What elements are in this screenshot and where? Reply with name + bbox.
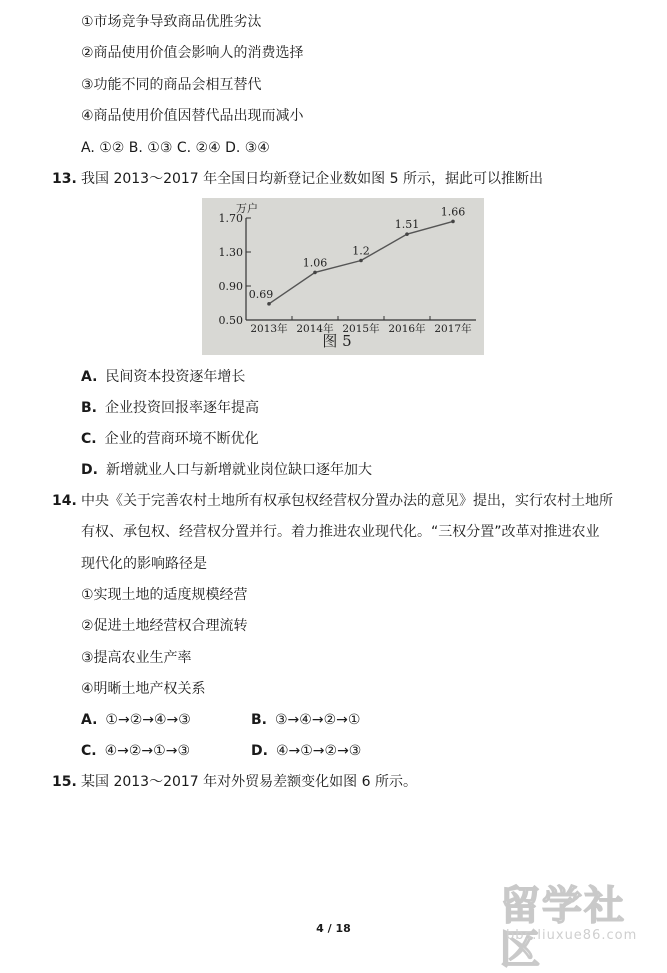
option-letter: D.	[81, 462, 98, 478]
y-tick-label: 0.50	[218, 314, 243, 327]
q13-option-c[interactable]	[81, 429, 259, 449]
option-text: 企业的营商环境不断优化	[104, 431, 259, 447]
x-tick-label: 2013年	[250, 323, 288, 335]
data-point	[267, 302, 271, 306]
q14-item-3: ③提高农业生产率	[81, 650, 192, 666]
y-tick-label: 0.90	[218, 280, 243, 293]
series-line	[269, 221, 453, 303]
q14-item-1: ①实现土地的适度规模经营	[81, 587, 248, 603]
option-letter: D.	[251, 743, 268, 759]
option-text: 企业投资回报率逐年提高	[105, 400, 259, 416]
option-text: 民间资本投资逐年增长	[105, 369, 246, 385]
q14-option-a[interactable]	[81, 710, 191, 730]
watermark-text: 留学社区	[500, 883, 626, 973]
data-label: 1.66	[440, 205, 466, 219]
q12-item-4: ④商品使用价值因替代品出现而减小	[81, 108, 304, 124]
x-tick-label: 2014年	[296, 323, 334, 335]
option-letter: A.	[81, 369, 98, 385]
q12-item-3: ③功能不同的商品会相互替代	[81, 77, 262, 93]
option-text: 新增就业人口与新增就业岗位缺口逐年加大	[105, 462, 372, 478]
option-text: ④→①→②→③	[275, 743, 362, 759]
q13-option-b[interactable]	[81, 398, 259, 418]
x-tick-label: 2015年	[342, 323, 380, 335]
data-label: 1.2	[352, 244, 370, 258]
x-tick-label: 2017年	[434, 323, 472, 335]
q14-option-c[interactable]	[81, 741, 190, 761]
option-text: ④→②→①→③	[104, 743, 190, 759]
data-point	[313, 271, 317, 275]
y-tick-label: 1.70	[218, 212, 243, 225]
q13-number: 13.	[52, 171, 77, 187]
option-letter: B.	[81, 400, 97, 416]
q14-stem-line-2: 有权、承包权、经营权分置并行。着力推进农业现代化。“三权分置”改革对推进农业	[81, 524, 600, 540]
x-tick-label: 2016年	[388, 323, 426, 335]
q14-option-d[interactable]	[251, 741, 361, 761]
q14-option-b[interactable]	[251, 710, 360, 730]
option-letter: A.	[81, 712, 98, 728]
option-letter: C.	[81, 431, 97, 447]
figure-5-chart	[202, 198, 484, 355]
q12-item-2: ②商品使用价值会影响人的消费选择	[81, 45, 304, 61]
q14-stem-line-3: 现代化的影响路径是	[81, 556, 207, 572]
data-label: 0.69	[248, 287, 274, 301]
watermark-url: bbs.liuxue86.com	[506, 928, 638, 943]
q13-stem: 我国 2013～2017 年全国日均新登记企业数如图 5 所示，据此可以推断出	[81, 171, 543, 187]
q14-item-2: ②促进土地经营权合理流转	[81, 618, 248, 634]
data-point	[405, 232, 409, 236]
watermark-logo	[500, 883, 660, 973]
data-points	[249, 205, 466, 305]
page-number: 4 / 18	[316, 922, 351, 935]
q15-stem: 某国 2013～2017 年对外贸易差额变化如图 6 所示。	[81, 774, 417, 790]
option-text: ③→④→②→①	[275, 712, 361, 728]
q13-option-d[interactable]	[81, 460, 372, 480]
y-unit-label: 万户	[236, 202, 258, 215]
x-labels	[250, 316, 472, 335]
q14-item-4: ④明晰土地产权关系	[81, 681, 206, 697]
data-point	[451, 220, 455, 224]
q14-number: 14.	[52, 493, 77, 509]
q14-stem-line-1: 中央《关于完善农村土地所有权承包权经营权分置办法的意见》提出，实行农村土地所	[81, 493, 613, 509]
line-chart	[202, 198, 484, 355]
chart-title: 图 5	[322, 332, 352, 350]
data-label: 1.51	[394, 218, 420, 232]
data-point	[359, 259, 363, 263]
option-letter: B.	[251, 712, 267, 728]
q12-options: A. ①② B. ①③ C. ②④ D. ③④	[81, 140, 270, 156]
data-label: 1.06	[302, 256, 328, 270]
q15-number: 15.	[52, 774, 77, 790]
y-tick-label: 1.30	[218, 246, 243, 259]
option-letter: C.	[81, 743, 97, 759]
option-text: ①→②→④→③	[105, 712, 191, 728]
q13-option-a[interactable]	[81, 367, 245, 387]
q12-item-1: ①市场竞争导致商品优胜劣汰	[81, 14, 262, 30]
